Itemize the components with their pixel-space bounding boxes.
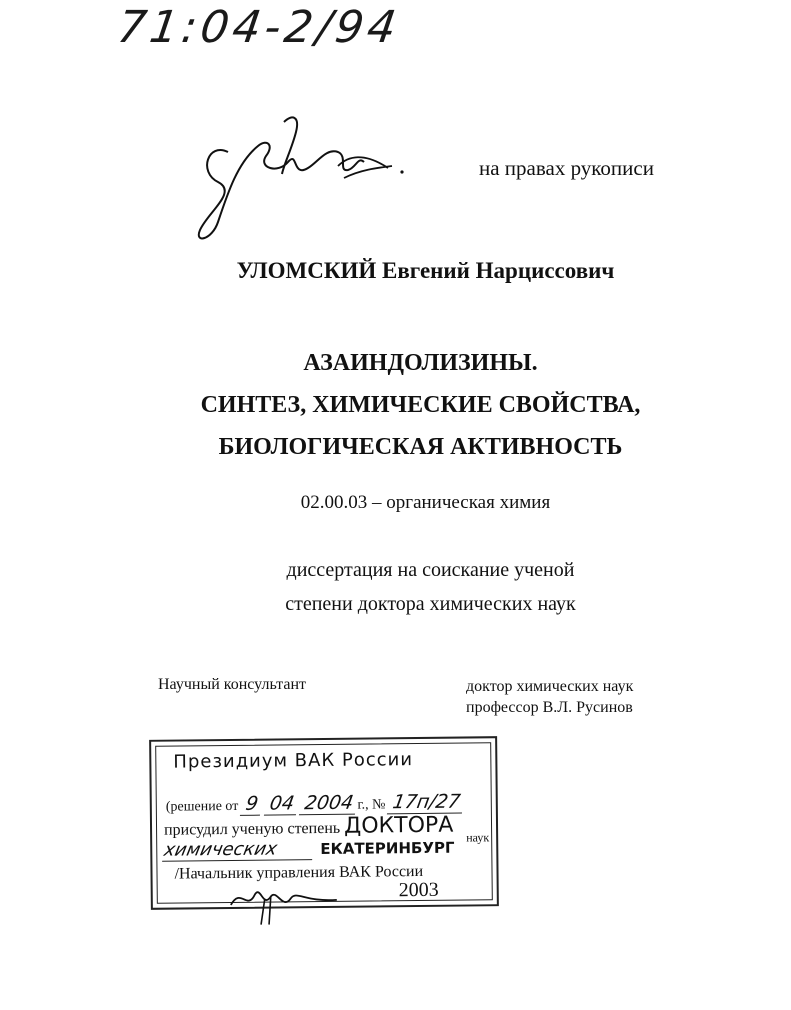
consultant-line: доктор химических наук <box>466 678 634 695</box>
decision-month: 04 <box>264 792 300 815</box>
field-handwritten: химических <box>162 838 316 862</box>
degree-line: диссертация на соискание ученой <box>286 559 575 581</box>
decision-year: 2004 <box>299 792 359 816</box>
stamp-field-line <box>162 830 490 862</box>
stamp-city: ЕКАТЕРИНБУРГ <box>320 838 455 859</box>
author-name: УЛОМСКИЙ Евгений Нарциссович <box>236 258 615 283</box>
stamp-title: Президиум ВАК России <box>173 749 414 773</box>
specialty-code: 02.00.03 – органическая химия <box>300 492 551 513</box>
title-line: БИОЛОГИЧЕСКАЯ АКТИВНОСТЬ <box>218 434 623 460</box>
awarded-degree: ДОКТОРА <box>343 812 454 839</box>
title-line: АЗАИНДОЛИЗИНЫ. <box>303 350 538 376</box>
stamp-head-of: /Начальник управления ВАК России <box>174 862 424 883</box>
consultant-line: профессор В.Л. Русинов <box>466 699 633 716</box>
decision-day: 9 <box>240 793 264 816</box>
consultant-info <box>466 676 633 718</box>
decision-number: 17п/27 <box>387 791 466 815</box>
consultant-label: Научный консультант <box>158 676 306 693</box>
archive-number: 71:04-2/94 <box>114 2 404 53</box>
stamp-year: 2003 <box>398 878 439 902</box>
title-line: СИНТЕЗ, ХИМИЧЕСКИЕ СВОЙСТВА, <box>200 392 641 418</box>
awarded-text: присудил ученую степень <box>163 819 341 839</box>
dissertation-title <box>0 342 791 468</box>
sciences-word: наук <box>466 830 490 845</box>
stamp-signature <box>227 880 347 927</box>
decision-year-suffix: г., № <box>357 797 386 813</box>
rights-note: на правах рукописи <box>479 156 654 180</box>
decision-prefix: (решение от <box>165 798 239 815</box>
vak-stamp <box>149 736 499 910</box>
degree-line: степени доктора химических наук <box>285 593 576 615</box>
author-signature <box>188 112 418 252</box>
degree-statement <box>0 553 791 621</box>
